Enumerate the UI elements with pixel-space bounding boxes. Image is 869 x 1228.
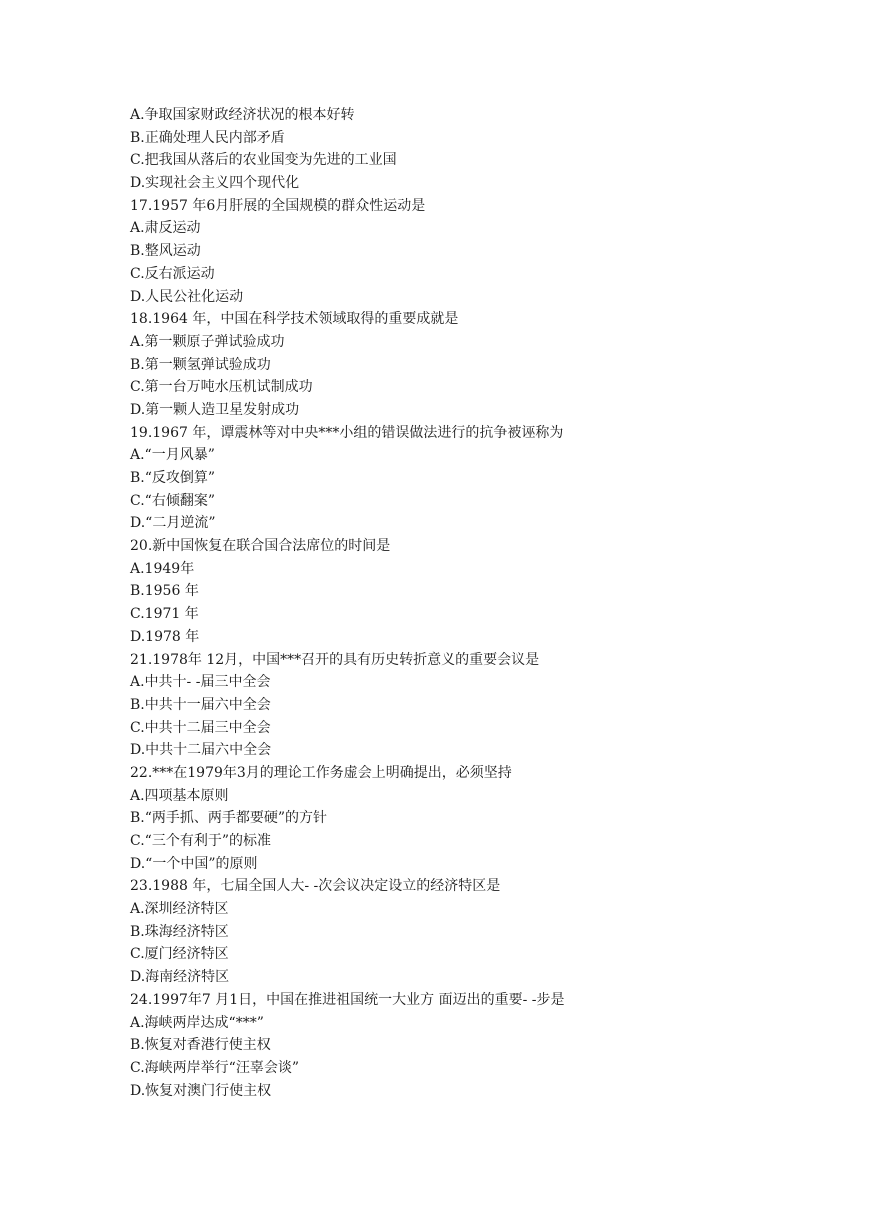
answer-option: D.中共十二届六中全会 xyxy=(130,742,272,759)
answer-option: C.厦门经济特区 xyxy=(130,946,229,963)
answer-option: A.第一颗原子弹试验成功 xyxy=(130,333,285,350)
answer-option: B.第一颗氢弹试验成功 xyxy=(130,356,271,373)
answer-option: D.第一颗人造卫星发射成功 xyxy=(130,401,300,418)
answer-option: D.“二月逆流” xyxy=(130,515,216,532)
answer-option: B.“反攻倒算” xyxy=(130,470,216,486)
answer-option: C.反右派运动 xyxy=(130,265,215,282)
answer-option: D.人民公社化运动 xyxy=(130,288,244,305)
answer-option: C.“右倾翻案” xyxy=(130,492,215,509)
answer-option: B.珠海经济特区 xyxy=(130,923,229,940)
answer-option: D.实现社会主义四个现代化 xyxy=(130,175,300,192)
answer-option: C.1971 年 xyxy=(130,606,199,623)
answer-option: B.“两手抓、两手都要硬”的方针 xyxy=(130,810,328,827)
question-20: 20.新中国恢复在联合国合法席位的时间是 xyxy=(130,538,391,555)
answer-option: A.争取国家财政经济状况的根本好转 xyxy=(130,107,355,123)
question-21: 21.1978年 12月，中国***召开的具有历史转折意义的重要会议是 xyxy=(130,651,540,668)
answer-option: A.四项基本原则 xyxy=(130,787,229,804)
answer-option: B.中共十一届六中全会 xyxy=(130,696,271,713)
answer-option: A.中共十- -届三中全会 xyxy=(130,674,271,691)
answer-option: D.海南经济特区 xyxy=(130,969,230,986)
answer-option: C.第一台万吨水压机试制成功 xyxy=(130,379,313,396)
question-18: 18.1964 年，中国在科学技术领域取得的重要成就是 xyxy=(130,311,459,328)
answer-option: C.“三个有利于”的标准 xyxy=(130,833,271,849)
answer-option: A.海峡两岸达成“***” xyxy=(130,1014,264,1031)
question-24: 24.1997年7 月1日，中国在推进祖国统一大业方 面迈出的重要- -步是 xyxy=(130,991,565,1008)
answer-option: A.“一月风暴” xyxy=(130,447,215,464)
answer-option: B.正确处理人民内部矛盾 xyxy=(130,129,285,146)
answer-option: C.把我国从落后的农业国变为先进的工业国 xyxy=(130,152,397,169)
answer-option: C.海峡两岸举行“汪辜会谈” xyxy=(130,1059,299,1076)
document-body xyxy=(130,104,770,1102)
answer-option: B.1956 年 xyxy=(130,583,199,600)
question-19: 19.1967 年，谭震林等对中央***小组的错误做法进行的抗争被诬称为 xyxy=(130,424,564,441)
question-17: 17.1957 年6月肝展的全国规模的群众性运动是 xyxy=(130,197,426,214)
answer-option: D.“一个中国”的原则 xyxy=(130,855,258,872)
answer-option: B.整风运动 xyxy=(130,243,201,260)
answer-option: C.中共十二届三中全会 xyxy=(130,719,271,736)
question-23: 23.1988 年，七届全国人大- -次会议决定设立的经济特区是 xyxy=(130,878,501,895)
answer-option: A.1949年 xyxy=(130,560,195,577)
answer-option: D.1978 年 xyxy=(130,628,200,645)
answer-option: B.恢复对香港行使主权 xyxy=(130,1037,271,1054)
answer-option: A.深圳经济特区 xyxy=(130,901,229,918)
question-22: 22.***在1979年3月的理论工作务虚会上明确提出，必须坚持 xyxy=(130,764,512,781)
answer-option: D.恢复对澳门行使主权 xyxy=(130,1082,272,1099)
answer-option: A.肃反运动 xyxy=(130,220,201,237)
